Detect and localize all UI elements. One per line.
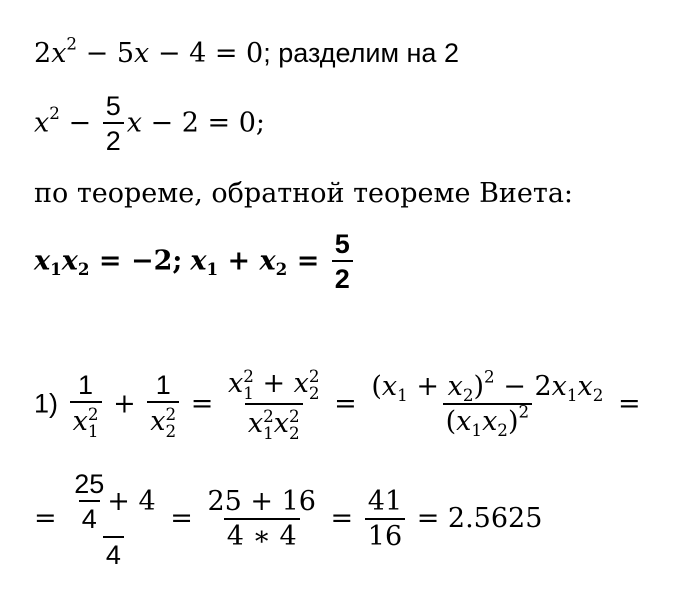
fraction-denominator: 4 — [103, 536, 124, 569]
fraction-numerator: 25 + 16 — [207, 485, 316, 517]
superscript: 2 — [289, 406, 300, 427]
paren: ) — [473, 371, 485, 403]
operator: + — [407, 371, 448, 403]
var-x: x — [227, 368, 244, 400]
script-stack — [309, 368, 320, 401]
fraction-numerator: 41 — [367, 485, 403, 517]
fraction-numerator: 5 — [334, 229, 350, 259]
operator: + — [253, 368, 294, 400]
var-x: x — [126, 107, 142, 139]
fraction-numerator — [368, 366, 606, 405]
superscript: 2 — [165, 403, 177, 424]
var-x: x — [72, 406, 88, 438]
script-stack — [87, 403, 99, 441]
operator: = — [321, 503, 362, 535]
fraction — [68, 470, 158, 569]
fraction — [103, 92, 124, 156]
subscript: 2 — [497, 420, 508, 441]
script-stack — [263, 406, 274, 444]
var-x: x — [134, 38, 150, 69]
fraction-numerator: 25 — [74, 469, 105, 499]
equation-line-1 — [34, 33, 459, 69]
fraction — [332, 230, 353, 294]
subscript: 2 — [289, 423, 300, 444]
operator: = — [325, 388, 366, 420]
script-stack — [289, 406, 300, 444]
operator: − — [59, 107, 100, 139]
superscript: 2 — [263, 406, 274, 427]
var-x: x — [259, 245, 276, 277]
term: − 2 = 0; — [141, 107, 265, 139]
theorem-label: по теореме, обратной теореме Виета: — [34, 178, 574, 209]
subscript: 1 — [87, 420, 99, 441]
fraction-numerator: 1 — [155, 369, 171, 400]
subscript: 2 — [308, 382, 320, 403]
var-x: x — [381, 371, 398, 403]
step-1-result-line — [34, 470, 542, 569]
step-label: 1) — [34, 388, 59, 419]
var-x: x — [51, 38, 67, 69]
fraction-numerator: 1 — [78, 369, 94, 400]
script-stack — [243, 368, 254, 401]
exponent: 2 — [49, 102, 60, 123]
fraction-denominator: 4 ∗ 4 — [224, 518, 300, 551]
subscript: 2 — [462, 384, 474, 405]
term: − 5 — [77, 38, 135, 69]
term: − 4 = 0 — [149, 38, 264, 69]
fraction-denominator: 2 — [332, 260, 353, 293]
var-x: x — [247, 408, 264, 440]
fraction-denominator: 16 — [365, 518, 405, 551]
operator: = — [34, 503, 66, 535]
fraction — [147, 371, 179, 440]
semicolon: ; — [263, 38, 271, 68]
subscript: 2 — [275, 259, 288, 280]
superscript: 2 — [243, 366, 254, 386]
var-x: x — [34, 245, 51, 277]
coef: 2 — [34, 38, 52, 69]
subscript: 2 — [592, 384, 604, 405]
inner-fraction — [71, 470, 107, 534]
superscript: 2 — [518, 401, 530, 422]
var-x: x — [34, 107, 50, 139]
fraction — [368, 366, 606, 441]
subscript: 1 — [566, 384, 578, 405]
fraction-numerator — [68, 470, 158, 536]
var-x: x — [150, 406, 166, 438]
term: + 4 — [107, 485, 156, 517]
operator: = — [182, 388, 222, 420]
fraction — [225, 368, 323, 442]
subscript: 1 — [263, 423, 274, 444]
var-x: x — [551, 371, 567, 403]
fraction-denominator — [147, 401, 179, 439]
var-x: x — [482, 406, 498, 438]
script-stack — [165, 403, 177, 441]
fraction-denominator — [245, 403, 303, 444]
operator: + — [104, 388, 145, 420]
step-1-line — [34, 368, 641, 442]
term: = −2; — [89, 245, 183, 277]
fraction-numerator — [225, 368, 323, 403]
fraction-numerator: 5 — [105, 91, 121, 121]
fraction-denominator: 4 — [79, 500, 100, 533]
subscript: 2 — [77, 259, 90, 280]
var-x: x — [190, 245, 207, 277]
paren: ( — [445, 406, 457, 438]
var-x: x — [293, 368, 309, 400]
note-text: разделим на 2 — [270, 38, 459, 68]
paren: ) — [507, 406, 519, 438]
fraction — [365, 485, 405, 553]
result: = 2.5625 — [408, 503, 543, 535]
equation-line-2 — [34, 92, 265, 156]
subscript: 1 — [397, 384, 408, 405]
paren: ( — [371, 371, 382, 403]
superscript: 2 — [308, 366, 320, 386]
fraction-denominator: 2 — [103, 122, 124, 155]
subscript: 1 — [471, 420, 483, 441]
var-x: x — [61, 245, 78, 277]
operator: = — [609, 388, 641, 420]
var-x: x — [577, 371, 593, 403]
operator: = — [287, 245, 329, 277]
var-x: x — [273, 408, 289, 440]
subscript: 1 — [206, 259, 219, 280]
var-x: x — [456, 406, 472, 438]
fraction-denominator — [70, 401, 102, 439]
exponent: 2 — [66, 33, 78, 54]
var-x: x — [447, 371, 463, 403]
fraction — [70, 371, 102, 440]
operator: − 2 — [494, 371, 552, 403]
subscript: 2 — [165, 420, 177, 441]
subscript: 1 — [50, 259, 62, 280]
vieta-relations — [34, 230, 356, 294]
subscript: 1 — [243, 382, 254, 403]
superscript: 2 — [87, 403, 99, 424]
theorem-text — [34, 180, 573, 207]
operator: + — [218, 245, 260, 277]
superscript: 2 — [484, 366, 495, 387]
fraction — [204, 485, 319, 553]
operator: = — [161, 503, 202, 535]
fraction-denominator — [443, 401, 533, 441]
